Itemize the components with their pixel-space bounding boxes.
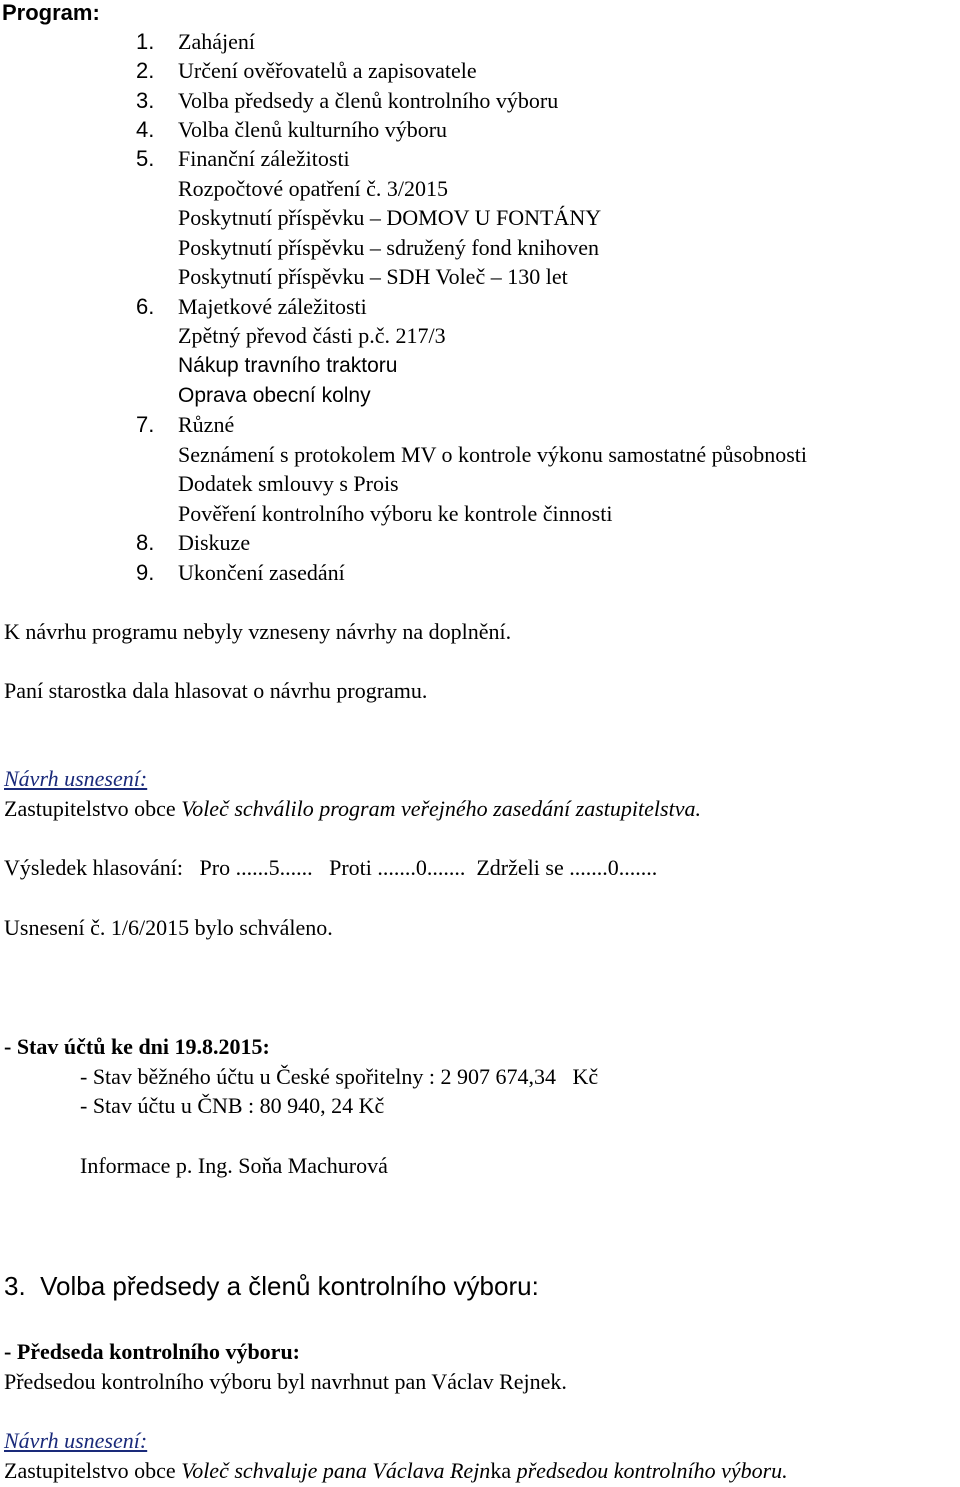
section-3-subheading: - Předseda kontrolního výboru:	[4, 1339, 301, 1364]
vote-call-text: Paní starostka dala hlasovat o návrhu programu.	[4, 678, 428, 703]
program-item-7-number: 7.	[136, 412, 155, 437]
program-item-7-sub-2: Dodatek smlouvy s Prois	[178, 471, 399, 496]
section-3-resolution-plain-2: ka	[490, 1458, 512, 1483]
program-item-1: Zahájení	[178, 29, 255, 54]
program-item-6-number: 6.	[136, 294, 155, 319]
resolution-1-status: Usnesení č. 1/6/2015 bylo schváleno.	[4, 915, 333, 940]
program-item-7: Různé	[178, 412, 235, 437]
program-item-2: Určení ověřovatelů a zapisovatele	[178, 58, 477, 83]
resolution-1-text-plain: Zastupitelstvo obce	[4, 796, 176, 821]
program-item-6: Majetkové záležitosti	[178, 294, 367, 319]
program-item-6-sub-2: Nákup travního traktoru	[178, 354, 398, 377]
program-item-4: Volba členů kulturního výboru	[178, 117, 448, 142]
program-item-3-number: 3.	[136, 88, 155, 113]
accounts-line-2: - Stav účtu u ČNB : 80 940, 24 Kč	[80, 1093, 385, 1118]
resolution-1-text	[4, 798, 701, 820]
section-3-heading: 3. Volba předsedy a členů kontrolního výboru:	[4, 1271, 539, 1301]
program-item-6-sub-1: Zpětný převod části p.č. 217/3	[178, 323, 446, 348]
program-item-7-sub-3: Pověření kontrolního výboru ke kontrole činnosti	[178, 501, 613, 526]
section-3-resolution-plain-1: Zastupitelstvo obce	[4, 1458, 182, 1483]
program-item-3: Volba předsedy a členů kontrolního výboru	[178, 88, 559, 113]
program-item-8-number: 8.	[136, 530, 155, 555]
accounts-heading: - Stav účtů ke dni 19.8.2015:	[4, 1034, 270, 1059]
program-item-5-sub-4: Poskytnutí příspěvku – SDH Voleč – 130 let	[178, 264, 568, 289]
accounts-info: Informace p. Ing. Soňa Machurová	[80, 1153, 388, 1178]
program-item-7-sub-1: Seznámení s protokolem MV o kontrole výkonu samostatné působnosti	[178, 442, 807, 467]
resolution-1-text-italic: Voleč schválilo program veřejného zasedání zastupitelstva.	[175, 796, 701, 821]
program-item-4-number: 4.	[136, 117, 155, 142]
no-additions-text: K návrhu programu nebyly vzneseny návrhy na doplnění.	[4, 619, 512, 644]
program-item-6-sub-3: Oprava obecní kolny	[178, 384, 371, 407]
section-3-resolution-label: Návrh usnesení:	[4, 1428, 148, 1453]
section-3-resolution-text	[4, 1460, 788, 1482]
program-item-5: Finanční záležitosti	[178, 146, 350, 171]
program-item-5-sub-3: Poskytnutí příspěvku – sdružený fond knihoven	[178, 235, 600, 260]
vote-result: Výsledek hlasování: Pro ......5...... Proti .......0....... Zdrželi se .......0.......	[4, 855, 658, 880]
program-item-9: Ukončení zasedání	[178, 560, 345, 585]
program-item-5-sub-1: Rozpočtové opatření č. 3/2015	[178, 176, 449, 201]
program-heading: Program:	[2, 0, 100, 25]
program-item-1-number: 1.	[136, 29, 155, 54]
program-item-9-number: 9.	[136, 560, 155, 585]
program-item-5-sub-2: Poskytnutí příspěvku – DOMOV U FONTÁNY	[178, 205, 602, 230]
program-item-8: Diskuze	[178, 530, 251, 555]
section-3-resolution-italic-2: předsedou kontrolního výboru.	[511, 1458, 788, 1483]
accounts-line-1: - Stav běžného účtu u České spořitelny : 2 907 674,34 Kč	[80, 1064, 599, 1089]
resolution-1-label: Návrh usnesení:	[4, 766, 148, 791]
section-3-resolution-italic-1: Voleč schvaluje pana Václava Rejn	[181, 1458, 491, 1483]
program-item-5-number: 5.	[136, 146, 155, 171]
section-3-proposal: Předsedou kontrolního výboru byl navrhnut pan Václav Rejnek.	[4, 1369, 567, 1394]
program-item-2-number: 2.	[136, 58, 155, 83]
